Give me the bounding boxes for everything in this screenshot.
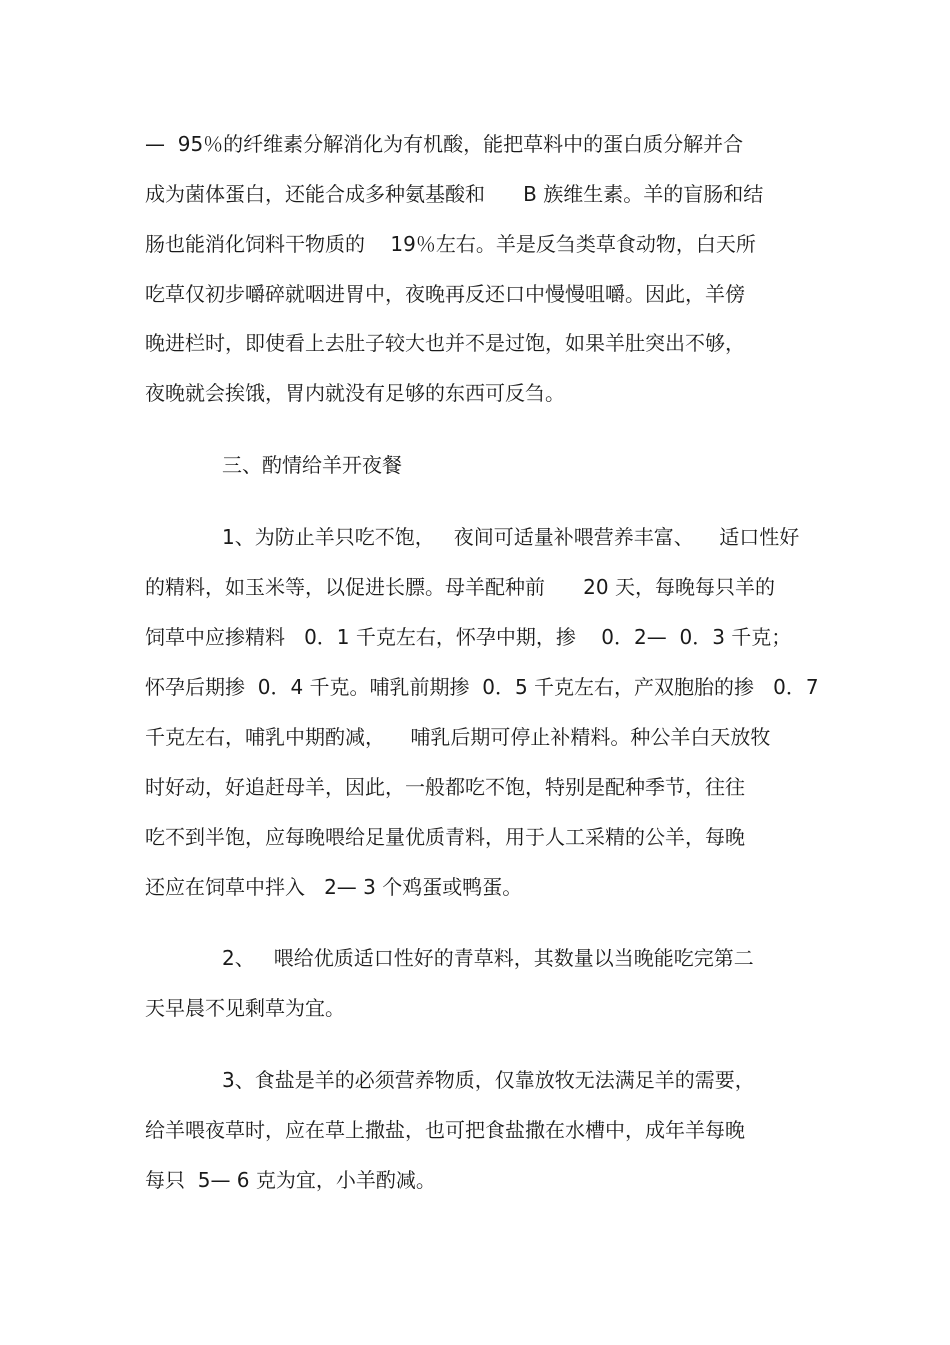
paragraph-4-line-2: 给羊喂夜草时，应在草上撒盐，也可把食盐撒在水槽中，成年羊每晚 [145, 1118, 745, 1142]
paragraph-2-line-3: 饲草中应掺精料 0．1 千克左右，怀孕中期，掺 0．2— 0．3 千克； [145, 625, 792, 649]
paragraph-4-line-1: 3、食盐是羊的必须营养物质，仅靠放牧无法满足羊的需要， [222, 1068, 755, 1092]
paragraph-1-line-2: 成为菌体蛋白，还能合成多种氨基酸和 B 族维生素。羊的盲肠和结 [145, 182, 764, 206]
paragraph-1-line-6: 夜晚就会挨饿，胃内就没有足够的东西可反刍。 [145, 381, 565, 405]
section-heading: 三、酌情给羊开夜餐 [222, 453, 402, 477]
paragraph-2-line-4: 怀孕后期掺 0．4 千克。哺乳前期掺 0．5 千克左右，产双胞胎的掺 0．7 [145, 675, 819, 699]
paragraph-2-line-1: 1、为防止羊只吃不饱， 夜间可适量补喂营养丰富、 适口性好 [222, 525, 800, 549]
paragraph-1-line-1: — 95％的纤维素分解消化为有机酸，能把草料中的蛋白质分解并合 [145, 132, 744, 156]
paragraph-1-line-4: 吃草仅初步嚼碎就咽进胃中，夜晚再反还口中慢慢咀嚼。因此，羊傍 [145, 282, 745, 306]
paragraph-2-line-5: 千克左右，哺乳中期酌减， 哺乳后期可停止补精料。种公羊白天放牧 [145, 725, 771, 749]
paragraph-2-line-6: 时好动，好追赶母羊，因此，一般都吃不饱，特别是配种季节，往往 [145, 775, 745, 799]
paragraph-3-line-1: 2、 喂给优质适口性好的青草料，其数量以当晚能吃完第二 [222, 946, 754, 970]
paragraph-2-line-2: 的精料，如玉米等，以促进长膘。母羊配种前 20 天，每晚每只羊的 [145, 575, 775, 599]
paragraph-1-line-3: 肠也能消化饲料干物质的 19％左右。羊是反刍类草食动物，白天所 [145, 232, 756, 256]
paragraph-2-line-8: 还应在饲草中拌入 2— 3 个鸡蛋或鸭蛋。 [145, 875, 523, 899]
paragraph-2-line-7: 吃不到半饱，应每晚喂给足量优质青料，用于人工采精的公羊，每晚 [145, 825, 745, 849]
paragraph-4-line-3: 每只 5— 6 克为宜，小羊酌减。 [145, 1168, 436, 1192]
paragraph-1-line-5: 晚进栏时，即使看上去肚子较大也并不是过饱，如果羊肚突出不够， [145, 331, 745, 355]
paragraph-3-line-2: 天早晨不见剩草为宜。 [145, 996, 345, 1020]
